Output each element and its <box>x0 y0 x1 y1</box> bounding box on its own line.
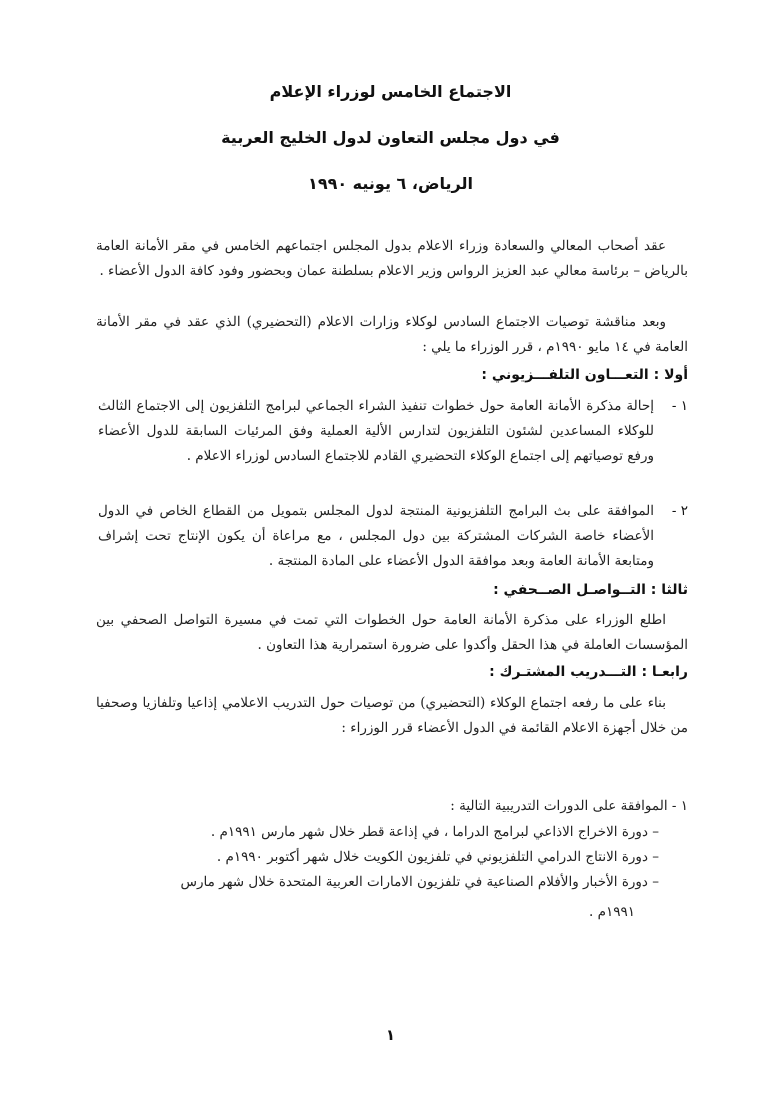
item-text: إحالة مذكرة الأمانة العامة حول خطوات تنفيذ الشراء الجماعي لبرامج التلفزيون إلى الاجتماع الثالث للوكلاء المساعدين لشئون التلفزيون لتدارس الألية العملية وفق المرئيات السابقة للدول الأعضاء ورفع توصياتهم إلى اجتماع الوكلاء التحضيري القادم للاجتماع السادس لوزراء الاعلام . <box>98 398 654 464</box>
section-heading-press-communication: ثالثا : التــواصـل الصــحفي : <box>493 582 688 598</box>
training-bullet-continuation: ١٩٩١م . <box>589 904 635 920</box>
section-heading-tv-cooperation: أولا : التعـــاون التلفـــزيوني : <box>481 367 688 383</box>
list-item <box>98 394 688 469</box>
document-date-line: الرياض، ٦ يونيه ١٩٩٠ <box>308 174 473 193</box>
training-bullet: – دورة الانتاج الدرامي التلفزيوني في تلفزيون الكويت خلال شهر أكتوبر ١٩٩٠م . <box>216 849 659 865</box>
item-number: ١ - <box>671 398 688 414</box>
document-subtitle: في دول مجلس التعاون لدول الخليج العربية <box>221 128 560 147</box>
intro-paragraph: عقد أصحاب المعالي والسعادة وزراء الاعلام بدول المجلس اجتماعهم الخامس في مقر الأمانة العامة بالرياض – برئاسة معالي عبد العزيز الرواس وزير الاعلام بسلطنة عمان وبحضور وفود كافة الدول الأعضاء . <box>96 238 688 279</box>
item-number: ١ - <box>671 798 688 814</box>
training-bullet: – دورة الأخبار والأفلام الصناعية في تلفزيون الامارات العربية المتحدة خلال شهر مارس <box>180 874 659 890</box>
page-number: ١ <box>385 1026 396 1044</box>
press-paragraph: اطلع الوزراء على مذكرة الأمانة العامة حول الخطوات التي تمت في مسيرة التواصل الصحفي بين المؤسسات العاملة في هذا الحقل وأكدوا على ضرورة استمرارية هذا التعاون . <box>96 612 688 653</box>
training-bullet: – دورة الاخراج الاذاعي لبرامج الدراما ، في إذاعة قطر خلال شهر مارس ١٩٩١م . <box>210 824 659 840</box>
item-number: ٢ - <box>671 503 688 519</box>
training-paragraph: بناء على ما رفعه اجتماع الوكلاء (التحضيري) من توصيات حول التدريب الاعلامي إذاعيا وتلفازيا وصحفيا من خلال أجهزة الاعلام القائمة في الدول الأعضاء قرر الوزراء : <box>96 695 688 736</box>
item-text: الموافقة على الدورات التدريبية التالية : <box>450 798 668 814</box>
training-list-lead <box>450 794 688 819</box>
section-heading-joint-training: رابعـا : التـــدريب المشتـرك : <box>489 664 688 680</box>
item-text: الموافقة على بث البرامج التلفزيونية المنتجة لدول المجلس بتمويل من القطاع الخاص في الدول الأعضاء خاصة الشركات المشتركة بين دول المجلس ، مع مراعاة أن يكون الإنتاج تحت إشراف ومتابعة الأمانة العامة وبعد موافقة الدول الأعضاء على المادة المنتجة . <box>98 503 654 569</box>
list-item <box>98 499 688 574</box>
document-title: الاجتماع الخامس لوزراء الإعلام <box>269 82 512 101</box>
second-paragraph: وبعد مناقشة توصيات الاجتماع السادس لوكلاء وزارات الاعلام (التحضيري) الذي عقد في مقر الأمانة العامة في ١٤ مايو ١٩٩٠م ، قرر الوزراء ما يلي : <box>96 314 688 355</box>
